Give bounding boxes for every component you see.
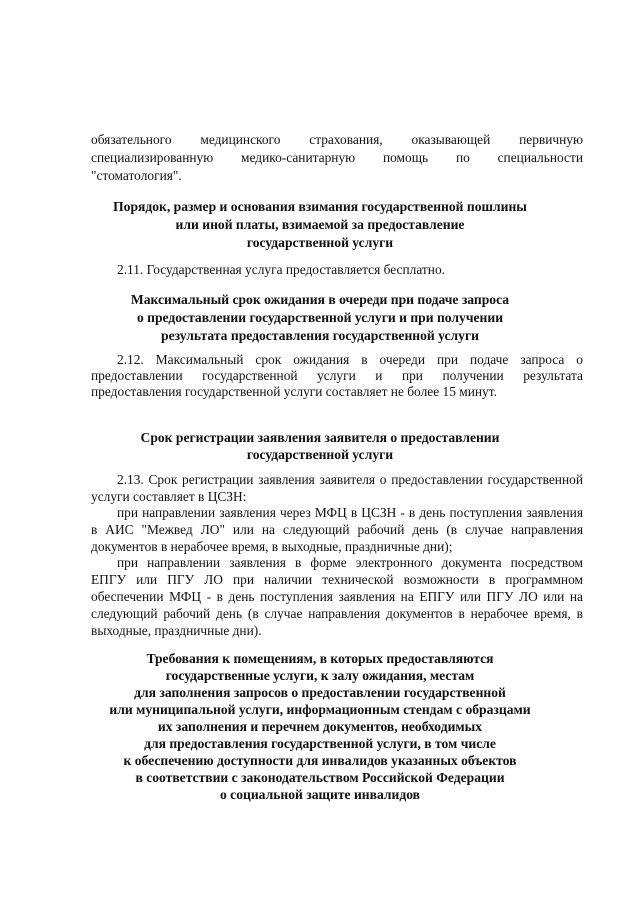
heading-fee-line-1: Порядок, размер и основания взимания государственной пошлины [113, 199, 527, 214]
intro-line-3: "стоматология". [91, 168, 182, 183]
heading-queue-line-3: результата предоставления государственной услуги [161, 328, 479, 343]
paragraph-2-13-line-9: следующий рабочий день (в случае направления документов в нерабочее время, в [91, 606, 583, 621]
paragraph-2-13-line-10: выходные, праздничные дни). [91, 623, 262, 638]
heading-premises-line-4: или муниципальной услуги, информационным стендам с образцами [109, 702, 531, 717]
heading-queue-line-1: Максимальный срок ожидания в очереди при подаче запроса [130, 292, 510, 307]
heading-registration-line-1: Срок регистрации заявления заявителя о предоставлении [140, 430, 500, 445]
heading-premises-line-2: государственные услуги, к залу ожидания, местам [165, 668, 475, 683]
heading-premises-line-5: их заполнения и перечнем документов, необходимых [157, 719, 483, 734]
heading-queue-line-2: о предоставлении государственной услуги и при получении [136, 310, 504, 325]
heading-registration-line-2: государственной услуги [246, 447, 394, 462]
paragraph-2-13-line-3: при направлении заявления через МФЦ в ЦСЗН - в день поступления заявления [117, 505, 583, 520]
paragraph-2-13-line-8: обеспечении МФЦ - в день поступления заявления на ЕПГУ или ПГУ ЛО или на [91, 589, 583, 604]
paragraph-2-12-line-2: предоставлении государственной услуги и при получении результата [91, 368, 583, 383]
paragraph-2-13-line-6: при направлении заявления в форме электронного документа посредством [117, 555, 583, 570]
paragraph-2-13-line-1: 2.13. Срок регистрации заявления заявителя о предоставлении государственной [117, 472, 583, 487]
paragraph-2-13-line-2: услуги составляет в ЦСЗН: [91, 489, 247, 504]
intro-line-1: обязательного медицинского страхования, оказывающей первичную [91, 132, 583, 147]
heading-premises-line-3: для заполнения запросов о предоставлении государственной [134, 685, 506, 700]
heading-fee-line-3: государственной услуги [246, 235, 394, 250]
heading-premises-line-8: в соответствии с законодательством Российской Федерации [135, 770, 505, 785]
paragraph-2-12-line-1: 2.12. Максимальный срок ожидания в очереди при подаче запроса о [117, 352, 583, 367]
paragraph-2-13-line-5: документов в нерабочее время, в выходные, праздничные дни); [91, 539, 453, 554]
paragraph-2-11: 2.11. Государственная услуга предоставляется бесплатно. [117, 262, 445, 277]
heading-premises-line-7: к обеспечению доступности для инвалидов указанных объектов [123, 753, 517, 768]
heading-premises-line-1: Требования к помещениям, в которых предоставляются [146, 651, 494, 666]
paragraph-2-13-line-4: в АИС "Межвед ЛО" или на следующий рабочий день (в случае направления [91, 522, 583, 537]
paragraph-2-12-line-3: предоставления государственной услуги составляет не более 15 минут. [91, 384, 497, 399]
intro-line-2: специализированную медико-санитарную помощь по специальности [91, 150, 583, 165]
heading-premises-line-9: о социальной защите инвалидов [219, 787, 421, 802]
paragraph-2-13-line-7: ЕПГУ или ПГУ ЛО при наличии технической возможности в программном [91, 572, 583, 587]
heading-fee-line-2: или иной платы, взимаемой за предоставление [175, 217, 465, 232]
heading-premises-line-6: для предоставления государственной услуги, в том числе [144, 736, 496, 751]
